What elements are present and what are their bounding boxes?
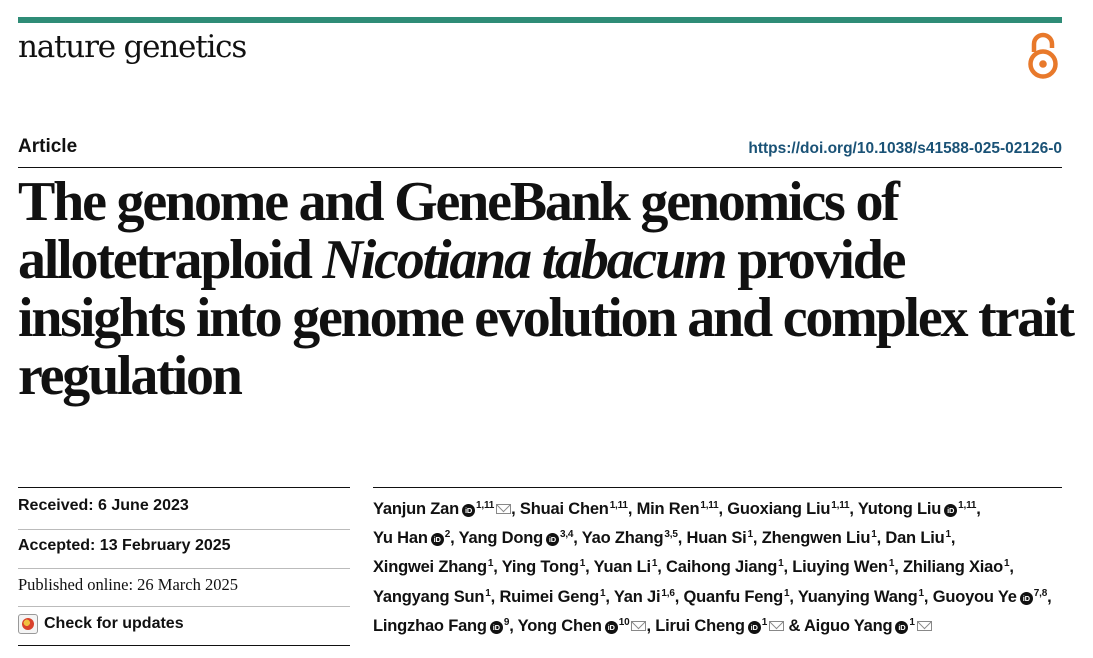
journal-name[interactable]: nature genetics: [18, 29, 247, 65]
author-name[interactable]: [727, 500, 849, 518]
author-name[interactable]: [637, 500, 719, 518]
author-name[interactable]: [687, 529, 753, 547]
email-icon[interactable]: [496, 504, 511, 514]
author-name[interactable]: [798, 588, 924, 606]
affiliation-number[interactable]: 1: [651, 558, 658, 570]
affiliation-number[interactable]: 2: [444, 529, 451, 541]
author-name-text: Yu Han: [373, 529, 428, 548]
affiliation-number[interactable]: 1,11: [700, 500, 719, 511]
author-name[interactable]: [502, 558, 585, 576]
author-name[interactable]: [933, 588, 1047, 606]
accepted-date: Accepted: 13 February 2025: [18, 537, 231, 554]
author-name-text: Yanjun Zan: [373, 500, 460, 518]
author-name[interactable]: [614, 588, 675, 606]
author-name[interactable]: [666, 558, 783, 576]
author-name[interactable]: [683, 588, 789, 606]
header-divider: [18, 167, 1062, 168]
author-name-text: Yan Ji: [613, 587, 661, 606]
affiliation-number[interactable]: 1: [918, 587, 924, 599]
meta-divider: [18, 529, 350, 530]
email-icon[interactable]: [769, 621, 784, 631]
author-name[interactable]: [373, 588, 491, 606]
email-icon[interactable]: [917, 621, 932, 631]
author-name[interactable]: [762, 529, 877, 547]
affiliation-number[interactable]: 1: [778, 558, 784, 570]
affiliation-number[interactable]: 1: [600, 587, 606, 599]
author-name[interactable]: [804, 617, 932, 635]
author-name-text: Yao Zhang: [581, 529, 664, 548]
author-name-text: Yong Chen: [517, 616, 602, 635]
crossmark-icon: [18, 614, 38, 634]
author-name-text: Dan Liu: [885, 529, 945, 548]
affiliation-number[interactable]: 10: [618, 616, 630, 628]
author-name[interactable]: [792, 558, 894, 576]
author-name-text: Yang Dong: [458, 529, 543, 548]
affiliation-number[interactable]: 1: [747, 529, 753, 541]
title-part-1: The genome and GeneBank genomics of allotetraploid: [18, 171, 898, 291]
journal-accent-bar: [18, 17, 1062, 23]
affiliation-number[interactable]: 1: [888, 558, 895, 570]
author-name-text: Zhengwen Liu: [761, 529, 871, 548]
affiliation-number[interactable]: 1,6: [661, 587, 675, 599]
author-name[interactable]: [858, 500, 976, 518]
check-for-updates-label: Check for updates: [44, 615, 184, 632]
affiliation-number[interactable]: 3,5: [664, 529, 678, 541]
author-name-text: Yutong Liu: [857, 500, 942, 518]
orcid-icon[interactable]: iD: [748, 621, 761, 634]
affiliation-number[interactable]: 1: [945, 529, 951, 541]
author-name[interactable]: [499, 588, 605, 606]
affiliation-number[interactable]: 1: [871, 529, 877, 541]
orcid-icon[interactable]: iD: [462, 504, 475, 517]
meta-divider: [18, 606, 350, 607]
author-name-text: Shuai Chen: [519, 500, 609, 518]
author-name-text: Yuan Li: [593, 558, 651, 577]
email-icon[interactable]: [631, 621, 646, 631]
author-name-text: Guoxiang Liu: [727, 500, 831, 518]
article-type-label: Article: [18, 136, 78, 157]
author-name[interactable]: [594, 558, 658, 576]
published-date: Published online: 26 March 2025: [18, 575, 238, 594]
author-name-text: Ying Tong: [501, 558, 579, 577]
orcid-icon[interactable]: iD: [605, 621, 618, 634]
author-name-text: Yuanying Wang: [797, 587, 918, 606]
author-name-text: Ruimei Geng: [499, 587, 600, 606]
affiliation-number[interactable]: 1,11: [476, 500, 495, 511]
meta-bottom-divider: [18, 645, 350, 646]
affiliation-number[interactable]: 1: [761, 616, 768, 628]
author-name-text: Lirui Cheng: [655, 616, 745, 635]
orcid-icon[interactable]: iD: [1020, 592, 1033, 605]
author-name-text: Min Ren: [636, 500, 700, 518]
author-name[interactable]: [903, 558, 1009, 576]
author-name[interactable]: [885, 529, 950, 547]
orcid-icon[interactable]: iD: [895, 621, 908, 634]
author-name[interactable]: [373, 529, 450, 547]
affiliation-number[interactable]: 1: [784, 587, 790, 599]
orcid-icon[interactable]: iD: [546, 533, 559, 546]
affiliation-number[interactable]: 1,11: [831, 500, 850, 511]
orcid-icon[interactable]: iD: [944, 504, 957, 517]
article-title: [18, 173, 1078, 405]
affiliation-number[interactable]: 1: [579, 558, 586, 570]
affiliation-number[interactable]: 1: [1004, 558, 1010, 570]
author-name[interactable]: [518, 617, 647, 635]
author-name-text: Xingwei Zhang: [373, 558, 487, 577]
affiliation-number[interactable]: 1,11: [609, 500, 628, 511]
author-name[interactable]: [459, 529, 574, 547]
author-name[interactable]: [373, 617, 509, 635]
author-name-text: Aiguo Yang: [803, 616, 893, 635]
orcid-icon[interactable]: iD: [431, 533, 444, 546]
affiliation-number[interactable]: 1: [485, 587, 491, 599]
title-species: Nicotiana tabacum: [322, 229, 726, 291]
affiliation-number[interactable]: 1: [909, 616, 915, 628]
author-name[interactable]: [582, 529, 678, 547]
author-list: Yanjun Zan iD $^{1,11}$ , Shuai Chen$^{1,11}$, Min Ren$^{1,11}$, Guoxiang Liu$^{1,11}$, Yutong Liu iD $^{1,11}$, Yu Han iD $^2$, Yang Dong iD $^{3,4}$, Yao Zhang$^{3,5}$, Huan Si$^1$, Zhengwen Liu$^1$, Dan Liu$^1$, Xingwei Zhang$^1$, Ying Tong$^1$, Yuan Li$^1$, Caihong Jiang$^1$, Liuying Wen$^1$, Zhiliang Xiao$^1$, Yangyang Sun$^1$, Ruimei Geng$^1$, Yan Ji$^{1,6}$, Quanfu Feng$^1$, Yuanying Wang$^1$, Guoyou Ye iD $^{7,8}$, Lingzhao Fang iD $^9$, Yong Chen iD $^{10}$ , Lirui Cheng iD $^1$ & Aiguo Yang iD $^1$: [373, 500, 1052, 635]
author-name-text: Liuying Wen: [792, 558, 888, 577]
meta-divider: [18, 568, 350, 569]
doi-link[interactable]: https://doi.org/10.1038/s41588-025-02126-0: [748, 140, 1062, 157]
author-name-text: Quanfu Feng: [683, 587, 784, 606]
orcid-icon[interactable]: iD: [490, 621, 503, 634]
author-name-text: Yangyang Sun: [373, 587, 485, 606]
author-name[interactable]: [373, 558, 493, 576]
affiliation-number[interactable]: 1: [487, 558, 494, 570]
check-for-updates-button[interactable]: [18, 614, 184, 634]
author-name-text: Lingzhao Fang: [373, 616, 487, 635]
received-date: Received: 6 June 2023: [18, 497, 189, 514]
open-access-icon: [1026, 30, 1060, 82]
author-name[interactable]: [520, 500, 628, 518]
affiliation-number[interactable]: 3,4: [559, 529, 574, 541]
author-name-text: Zhiliang Xiao: [902, 558, 1004, 577]
author-name[interactable]: [655, 617, 784, 635]
affiliation-number[interactable]: 7,8: [1033, 587, 1048, 599]
author-name-text: Caihong Jiang: [666, 558, 778, 577]
authors-top-divider: [373, 487, 1062, 488]
author-name[interactable]: [373, 500, 511, 518]
author-name-text: Huan Si: [686, 529, 747, 548]
meta-top-divider: [18, 487, 350, 488]
title-part-2: provide insights into genome evolution and complex trait regulation: [18, 229, 1073, 407]
affiliation-number[interactable]: 1,11: [958, 500, 977, 511]
author-name-text: Guoyou Ye: [932, 587, 1017, 606]
affiliation-number[interactable]: 9: [503, 616, 510, 628]
